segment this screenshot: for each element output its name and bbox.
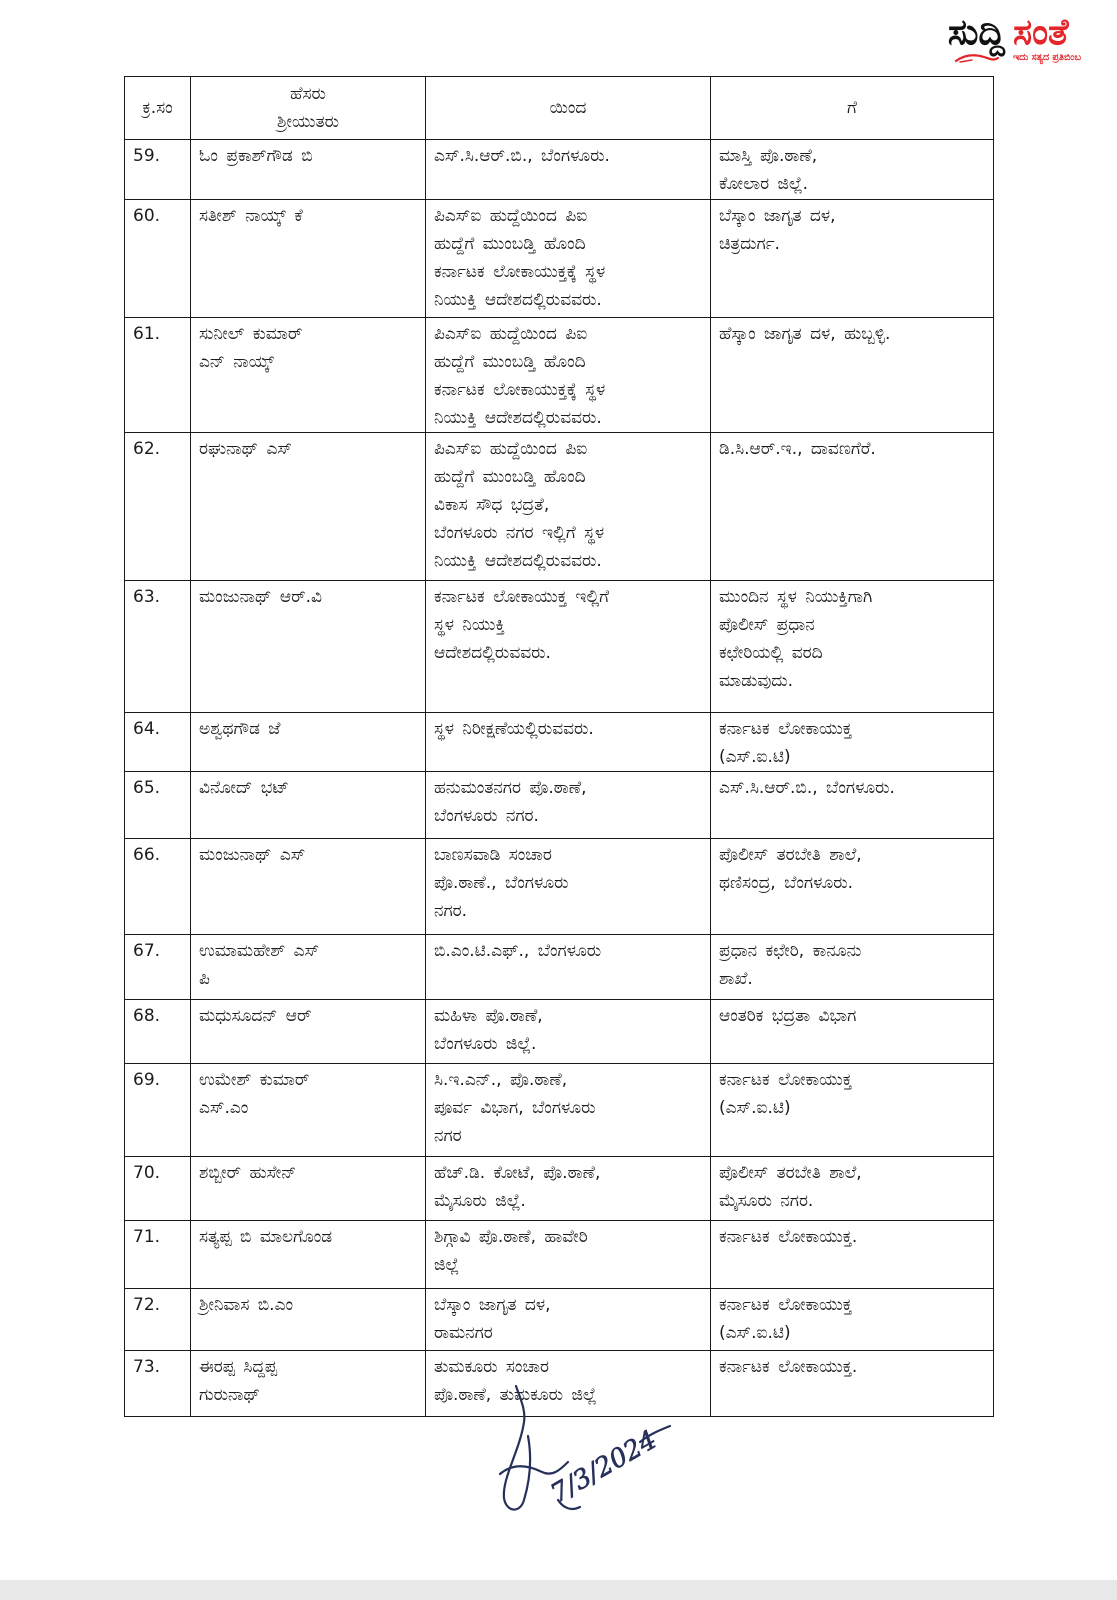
cell-line: ನಿಯುಕ್ತಿ ಆದೇಶದಲ್ಲಿರುವವರು.	[434, 290, 602, 310]
cell-line: ರಘುನಾಥ್ ಎಸ್	[199, 439, 292, 459]
from-cell	[426, 1064, 711, 1157]
to-cell	[711, 935, 994, 1000]
transfer-table	[124, 76, 994, 1417]
header-name-line: ಶ್ರೀಯುತರು	[277, 112, 339, 132]
cell-line: ಕರ್ನಾಟಕ ಲೋಕಾಯುಕ್ತ.	[719, 1357, 858, 1377]
cell-line: (ಎಸ್.ಐ.ಟಿ)	[719, 1098, 791, 1118]
cell-line: ಎಸ್.ಸಿ.ಆರ್.ಬಿ., ಬೆಂಗಳೂರು.	[434, 146, 610, 166]
cell-line: ಬಿ.ಎಂ.ಟಿ.ಎಫ್., ಬೆಂಗಳೂರು	[434, 941, 602, 961]
serial-cell: 71.	[125, 1221, 191, 1289]
serial-cell: 66.	[125, 839, 191, 935]
name-cell	[191, 713, 426, 772]
cell-line: ಮಧುಸೂದನ್ ಆರ್	[199, 1006, 312, 1026]
name-cell	[191, 200, 426, 318]
cell-line: ಪೊಲೀಸ್ ತರಬೇತಿ ಶಾಲೆ,	[719, 1163, 862, 1183]
table-row	[125, 200, 994, 318]
cell-line: ಕರ್ನಾಟಕ ಲೋಕಾಯುಕ್ತ	[719, 1295, 852, 1315]
cell-line: ಮಾಸ್ತಿ ಪೊ.ಠಾಣೆ,	[719, 146, 818, 166]
cell-line: ಮಹಿಳಾ ಪೊ.ಠಾಣೆ,	[434, 1006, 543, 1026]
cell-line: ಕರ್ನಾಟಕ ಲೋಕಾಯುಕ್ತ	[719, 1070, 852, 1090]
from-cell	[426, 772, 711, 839]
from-cell	[426, 1221, 711, 1289]
cell-line: ಬೆಂಗಳೂರು ನಗರ.	[434, 806, 539, 826]
cell-line: ಪೊಲೀಸ್ ತರಬೇತಿ ಶಾಲೆ,	[719, 845, 862, 865]
from-cell	[426, 935, 711, 1000]
serial-cell: 59.	[125, 140, 191, 200]
cell-line: ಹುದ್ದೆಗೆ ಮುಂಬಡ್ತಿ ಹೊಂದಿ	[434, 234, 586, 254]
name-cell	[191, 839, 426, 935]
cell-line: ಉಮಾಮಹೇಶ್ ಎಸ್	[199, 941, 320, 961]
table-row	[125, 1221, 994, 1289]
cell-line: ಪ್ರಧಾನ ಕಛೇರಿ, ಕಾನೂನು	[719, 941, 862, 961]
cell-line: ಶಾಖೆ.	[719, 969, 753, 989]
serial-cell: 62.	[125, 433, 191, 581]
cell-line: ಹೆಚ್.ಡಿ. ಕೋಟೆ, ಪೊ.ಠಾಣೆ,	[434, 1163, 601, 1183]
cell-line: ಉಮೇಶ್ ಕುಮಾರ್	[199, 1070, 310, 1090]
cell-line: ಎಸ್.ಎಂ	[199, 1098, 249, 1118]
cell-line: ಜಿಲ್ಲೆ	[434, 1255, 460, 1275]
signature-loop-stroke	[504, 1386, 530, 1510]
cell-line: ಕರ್ನಾಟಕ ಲೋಕಾಯುಕ್ತಕ್ಕೆ ಸ್ಥಳ	[434, 262, 606, 282]
cell-line: ಕರ್ನಾಟಕ ಲೋಕಾಯುಕ್ತ ಇಲ್ಲಿಗೆ	[434, 587, 610, 607]
cell-line: ಪಿ	[199, 969, 210, 989]
cell-line: ಕರ್ನಾಟಕ ಲೋಕಾಯುಕ್ತ	[719, 719, 852, 739]
serial-cell: 73.	[125, 1351, 191, 1417]
table-row	[125, 1000, 994, 1064]
cell-line: ಪಿಎಸ್‌ಐ ಹುದ್ದೆಯಿಂದ ಪಿಐ	[434, 324, 588, 344]
cell-line: ಹುದ್ದೆಗೆ ಮುಂಬಡ್ತಿ ಹೊಂದಿ	[434, 467, 586, 487]
serial-cell: 67.	[125, 935, 191, 1000]
cell-line: ಶಿಗ್ಗಾವಿ ಪೊ.ಠಾಣೆ, ಹಾವೇರಿ	[434, 1227, 588, 1247]
serial-cell: 63.	[125, 581, 191, 713]
cell-line: ರಾಮನಗರ	[434, 1323, 493, 1343]
table-row	[125, 772, 994, 839]
cell-line: ಎನ್ ನಾಯ್ಕ್	[199, 352, 275, 372]
cell-line: ಡಿ.ಸಿ.ಆರ್.ಇ., ದಾವಣಗೆರೆ.	[719, 439, 876, 459]
header-name	[191, 77, 426, 140]
to-cell	[711, 1064, 994, 1157]
cell-line: ಹನುಮಂತನಗರ ಪೊ.ಠಾಣೆ,	[434, 778, 587, 798]
name-cell	[191, 935, 426, 1000]
cell-line: ಈರಪ್ಪ ಸಿದ್ದಪ್ಪ	[199, 1357, 278, 1377]
cell-line: ಮುಂದಿನ ಸ್ಥಳ ನಿಯುಕ್ತಿಗಾಗಿ	[719, 587, 873, 607]
cell-line: ಸ್ಥಳ ನಿರೀಕ್ಷಣೆಯಲ್ಲಿರುವವರು.	[434, 719, 594, 739]
cell-line: ಮೈಸೂರು ನಗರ.	[719, 1191, 814, 1211]
table-body	[125, 140, 994, 1417]
from-cell	[426, 1000, 711, 1064]
cell-line: ಸ್ಥಳ ನಿಯುಕ್ತಿ	[434, 615, 505, 635]
header-name-line: ಹೆಸರು	[290, 84, 326, 104]
cell-line: ಕೋಲಾರ ಜಿಲ್ಲೆ.	[719, 174, 809, 194]
header-to: ಗೆ	[711, 77, 994, 140]
header-from: ಯಿಂದ	[426, 77, 711, 140]
handwritten-signature	[480, 1370, 680, 1525]
from-cell	[426, 140, 711, 200]
cell-line: ಬಾಣಸವಾಡಿ ಸಂಚಾರ	[434, 845, 552, 865]
table-row	[125, 713, 994, 772]
header-serial: ಕ್ರ.ಸಂ	[125, 77, 191, 140]
cell-line: ಮಂಜುನಾಥ್ ಆರ್.ವಿ	[199, 587, 322, 607]
serial-cell: 68.	[125, 1000, 191, 1064]
cell-line: ಎಸ್.ಸಿ.ಆರ್.ಬಿ., ಬೆಂಗಳೂರು.	[719, 778, 895, 798]
cell-line: ಅಶ್ವಥಗೌಡ ಜೆ	[199, 719, 281, 739]
cell-line: ಮಾಡುವುದು.	[719, 671, 794, 691]
serial-cell: 70.	[125, 1157, 191, 1221]
cell-line: ಹೆಸ್ಕಾಂ ಜಾಗೃತ ದಳ, ಹುಬ್ಬಳ್ಳಿ.	[719, 324, 891, 344]
cell-line: ವಿಕಾಸ ಸೌಧ ಭದ್ರತೆ,	[434, 495, 550, 515]
table-row	[125, 839, 994, 935]
from-cell	[426, 581, 711, 713]
cell-line: ಓಂ ಪ್ರಕಾಶ್‌ಗೌಡ ಬಿ	[199, 146, 313, 166]
to-cell	[711, 140, 994, 200]
table-row	[125, 581, 994, 713]
cell-line: ಆದೇಶದಲ್ಲಿರುವವರು.	[434, 643, 551, 663]
table-row	[125, 433, 994, 581]
logo-right	[1013, 12, 1081, 64]
name-cell	[191, 1064, 426, 1157]
to-cell	[711, 713, 994, 772]
cell-line: (ಎಸ್.ಐ.ಟಿ)	[719, 747, 791, 767]
serial-cell: 61.	[125, 318, 191, 433]
table-row	[125, 1064, 994, 1157]
name-cell	[191, 1289, 426, 1351]
cell-line: ಕರ್ನಾಟಕ ಲೋಕಾಯುಕ್ತಕ್ಕೆ ಸ್ಥಳ	[434, 380, 606, 400]
pen-swoosh-icon	[954, 52, 1000, 64]
cell-line: ಶ್ರೀನಿವಾಸ ಬಿ.ಎಂ	[199, 1295, 294, 1315]
name-cell	[191, 140, 426, 200]
name-cell	[191, 772, 426, 839]
logo-word-suddi: ಸುದ್ದಿ	[947, 12, 1005, 53]
cell-line: ಸಿ.ಇ.ಎನ್., ಪೊ.ಠಾಣೆ,	[434, 1070, 568, 1090]
logo-tagline: ಇದು ಸತ್ಯದ ಪ್ರತಿಬಿಂಬ	[1012, 52, 1081, 63]
to-cell	[711, 200, 994, 318]
serial-cell: 72.	[125, 1289, 191, 1351]
table-row	[125, 1289, 994, 1351]
to-cell	[711, 1000, 994, 1064]
from-cell	[426, 433, 711, 581]
name-cell	[191, 1351, 426, 1417]
name-cell	[191, 581, 426, 713]
from-cell	[426, 839, 711, 935]
to-cell	[711, 1351, 994, 1417]
cell-line: ನಿಯುಕ್ತಿ ಆದೇಶದಲ್ಲಿರುವವರು.	[434, 408, 602, 428]
to-cell	[711, 1221, 994, 1289]
from-cell	[426, 200, 711, 318]
signature-cross-stroke	[500, 1462, 568, 1474]
cell-line: ಪೊ.ಠಾಣೆ, ತುಮಕೂರು ಜಿಲ್ಲೆ	[434, 1385, 597, 1405]
cell-line: ಚಿತ್ರದುರ್ಗ.	[719, 234, 780, 254]
table-row	[125, 140, 994, 200]
cell-line: ತುಮಕೂರು ಸಂಚಾರ	[434, 1357, 550, 1377]
brand-logo	[948, 12, 1081, 64]
cell-line: ಆಂತರಿಕ ಭದ್ರತಾ ವಿಭಾಗ	[719, 1006, 857, 1026]
cell-line: ನಗರ	[434, 1126, 462, 1146]
cell-line: ವಿನೋದ್ ಭಟ್	[199, 778, 289, 798]
cell-line: ನಗರ.	[434, 901, 468, 921]
table-header	[125, 77, 994, 140]
cell-line: ಬೆಂಗಳೂರು ನಗರ ಇಲ್ಲಿಗೆ ಸ್ಥಳ	[434, 523, 605, 543]
cell-line: ಮಂಜುನಾಥ್ ಎಸ್	[199, 845, 306, 865]
cell-line: ಪಿಎಸ್‌ಐ ಹುದ್ದೆಯಿಂದ ಪಿಐ	[434, 439, 588, 459]
cell-line: (ಎಸ್.ಐ.ಟಿ)	[719, 1323, 791, 1343]
cell-line: ಗುರುನಾಥ್	[199, 1385, 260, 1405]
cell-line: ಶಬ್ಬೀರ್ ಹುಸೇನ್	[199, 1163, 297, 1183]
cell-line: ಪಿಎಸ್‌ಐ ಹುದ್ದೆಯಿಂದ ಪಿಐ	[434, 206, 588, 226]
cell-line: ಬೆಂಗಳೂರು ಜಿಲ್ಲೆ.	[434, 1034, 537, 1054]
name-cell	[191, 1157, 426, 1221]
header-row	[125, 77, 994, 140]
to-cell	[711, 318, 994, 433]
from-cell	[426, 1289, 711, 1351]
to-cell	[711, 581, 994, 713]
cell-line: ಹುದ್ದೆಗೆ ಮುಂಬಡ್ತಿ ಹೊಂದಿ	[434, 352, 586, 372]
to-cell	[711, 1157, 994, 1221]
from-cell	[426, 713, 711, 772]
to-cell	[711, 1289, 994, 1351]
cell-line: ಥಣಿಸಂದ್ರ, ಬೆಂಗಳೂರು.	[719, 873, 854, 893]
name-cell	[191, 1000, 426, 1064]
logo-left	[948, 12, 1005, 64]
table-row	[125, 318, 994, 433]
name-cell	[191, 318, 426, 433]
from-cell	[426, 318, 711, 433]
cell-line: ಕಛೇರಿಯಲ್ಲಿ ವರದಿ	[719, 643, 823, 663]
to-cell	[711, 433, 994, 581]
serial-cell: 60.	[125, 200, 191, 318]
cell-line: ಪೊಲೀಸ್ ಪ್ರಧಾನ	[719, 615, 815, 635]
cell-line: ಬೆಸ್ಕಾಂ ಜಾಗೃತ ದಳ,	[719, 206, 836, 226]
cell-line: ಸುನೀಲ್ ಕುಮಾರ್	[199, 324, 303, 344]
from-cell	[426, 1157, 711, 1221]
cell-line: ಬೆಸ್ಕಾಂ ಜಾಗೃತ ದಳ,	[434, 1295, 551, 1315]
serial-cell: 69.	[125, 1064, 191, 1157]
serial-cell: 65.	[125, 772, 191, 839]
cell-line: ಸತೀಶ್ ನಾಯ್ಕ್ ಕೆ	[199, 206, 303, 226]
cell-line: ನಿಯುಕ್ತಿ ಆದೇಶದಲ್ಲಿರುವವರು.	[434, 551, 602, 571]
to-cell	[711, 839, 994, 935]
cell-line: ಮೈಸೂರು ಜಿಲ್ಲೆ.	[434, 1191, 526, 1211]
table-row	[125, 1157, 994, 1221]
name-cell	[191, 1221, 426, 1289]
serial-cell: 64.	[125, 713, 191, 772]
name-cell	[191, 433, 426, 581]
to-cell	[711, 772, 994, 839]
cell-line: ಸತ್ಯಪ್ಪ ಬಿ ಮಾಲಗೊಂಡ	[199, 1227, 333, 1247]
cell-line: ಪೂರ್ವ ವಿಭಾಗ, ಬೆಂಗಳೂರು	[434, 1098, 596, 1118]
cell-line: ಪೊ.ಠಾಣೆ., ಬೆಂಗಳೂರು	[434, 873, 569, 893]
signature-date: 7/3/2024	[545, 1424, 663, 1510]
table-row	[125, 935, 994, 1000]
cell-line: ಕರ್ನಾಟಕ ಲೋಕಾಯುಕ್ತ.	[719, 1227, 858, 1247]
logo-word-sante: ಸಂತೆ	[1012, 12, 1069, 53]
